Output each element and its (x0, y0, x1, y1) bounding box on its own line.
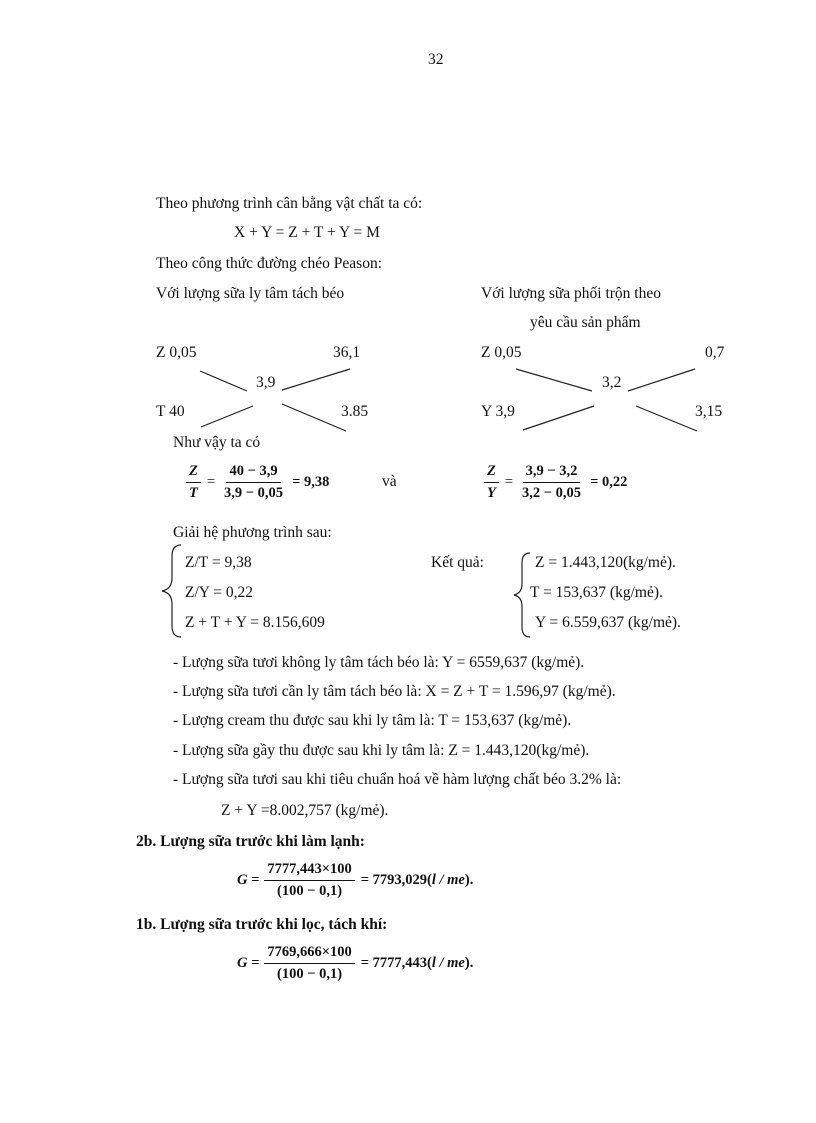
formula-zt-equals: = (206, 474, 216, 490)
formula-2b-fraction (264, 861, 354, 900)
formula-2b (237, 861, 473, 900)
formula-zt-value-fraction (221, 463, 286, 502)
formula-zy-value-fraction (519, 463, 584, 502)
bullet-3: - Lượng cream thu được sau khi ly tâm là: T = 153,637 (kg/mẻ). (173, 712, 572, 729)
system-equation-2: Z/Y = 0,22 (185, 584, 254, 601)
formula-zy-var-den: Y (487, 485, 496, 501)
intro-line-1: Theo phương trình cân bằng vật chất ta có: (156, 195, 423, 212)
left-diagram-title: Với lượng sữa ly tâm tách béo (156, 285, 345, 302)
formula-2b-result: = 7793,029( (360, 872, 432, 888)
right-diag-line-tr (628, 369, 695, 391)
formula-zy-result: = 0,22 (590, 474, 628, 490)
formula-zt-variable-fraction (186, 463, 201, 502)
system-equation-1: Z/T = 9,38 (185, 554, 252, 571)
right-diagram-title-2: yêu cầu sản phẩm (530, 314, 641, 331)
right-diag-line-tl (516, 369, 592, 391)
formula-2b-tail: ). (464, 872, 474, 888)
bullet-1: - Lượng sữa tươi không ly tâm tách béo là: Y = 6559,637 (kg/mẻ). (173, 654, 585, 671)
system-equation-3: Z + T + Y = 8.156,609 (185, 614, 325, 631)
left-diag-line-tr (282, 369, 350, 390)
result-y: Y = 6.559,637 (kg/mẻ). (535, 614, 681, 631)
formula-zy-var-num: Z (484, 463, 499, 483)
formula-1b-num: 7769,666×100 (264, 944, 354, 964)
result-label: Kết quả: (431, 554, 484, 571)
left-diag-line-tl (200, 371, 247, 391)
right-diagram-top-right: 0,7 (705, 344, 725, 361)
formula-2b-unit: l / me (431, 872, 465, 888)
right-diagram-center: 3,2 (602, 374, 622, 391)
page-number: 32 (428, 51, 444, 68)
balance-equation: X + Y = Z + T + Y = M (234, 224, 380, 241)
left-diagram-bottom-left: T 40 (156, 403, 185, 420)
formula-zy-num: 3,9 − 3,2 (523, 463, 581, 483)
formula-2b-den: (100 − 0,1) (277, 883, 343, 899)
formula-1b-fraction (264, 944, 354, 983)
formula-zy-den: 3,2 − 0,05 (522, 485, 582, 501)
formula-zt-den: 3,9 − 0,05 (224, 485, 284, 501)
left-diagram-bottom-right: 3.85 (341, 403, 369, 420)
right-diag-line-br (636, 406, 697, 431)
section-1b-heading: 1b. Lượng sữa trước khi lọc, tách khí: (136, 916, 388, 933)
result-t: T = 153,637 (kg/mẻ). (530, 584, 663, 601)
right-diagram-bottom-left: Y 3,9 (481, 403, 515, 420)
left-diagram-top-right: 36,1 (333, 344, 361, 361)
system-label: Giải hệ phương trình sau: (173, 524, 332, 541)
formula-1b-den: (100 − 0,1) (277, 966, 343, 982)
formula-zt-num: 40 − 3,9 (226, 463, 280, 483)
and-label: và (382, 473, 397, 490)
left-diagram-top-left: Z 0,05 (156, 344, 197, 361)
formula-zy-variable-fraction (484, 463, 499, 502)
formula-2b-lhs: G = (237, 872, 260, 888)
final-sum: Z + Y =8.002,757 (kg/mẻ). (221, 802, 389, 819)
system-left-brace (162, 545, 181, 637)
left-diag-line-bl (201, 406, 253, 427)
formula-zy (484, 463, 627, 502)
formula-2b-num: 7777,443×100 (264, 861, 354, 881)
formula-1b-result: = 7777,443( (360, 955, 432, 971)
formula-zt-result: = 9,38 (292, 474, 330, 490)
formula-1b-lhs: G = (237, 955, 260, 971)
formula-1b-tail: ). (464, 955, 474, 971)
system-result-brace (514, 553, 530, 637)
formula-zt-var-den: T (189, 485, 198, 501)
section-2b-heading: 2b. Lượng sữa trước khi làm lạnh: (136, 833, 365, 850)
right-diagram-title-1: Với lượng sữa phối trộn theo (481, 285, 661, 302)
left-diagram-center: 3,9 (256, 374, 276, 391)
formula-1b (237, 944, 473, 983)
formula-zy-equals: = (504, 474, 514, 490)
right-diag-line-bl (523, 406, 594, 430)
right-diagram-top-left: Z 0,05 (481, 344, 522, 361)
formula-zt-var-num: Z (186, 463, 201, 483)
conclusion-label: Như vậy ta có (173, 434, 261, 451)
bullet-5: - Lượng sữa tươi sau khi tiêu chuẩn hoá về hàm lượng chất béo 3.2% là: (173, 771, 622, 788)
left-diag-line-br (282, 404, 346, 431)
intro-line-2: Theo công thức đường chéo Peason: (156, 255, 383, 272)
formula-zt (186, 463, 329, 502)
formula-1b-unit: l / me (431, 955, 465, 971)
right-diagram-bottom-right: 3,15 (695, 403, 723, 420)
bullet-4: - Lượng sữa gầy thu được sau khi ly tâm là: Z = 1.443,120(kg/mẻ). (173, 742, 590, 759)
bullet-2: - Lượng sữa tươi cần ly tâm tách béo là: X = Z + T = 1.596,97 (kg/mẻ). (173, 683, 616, 700)
result-z: Z = 1.443,120(kg/mẻ). (535, 554, 676, 571)
